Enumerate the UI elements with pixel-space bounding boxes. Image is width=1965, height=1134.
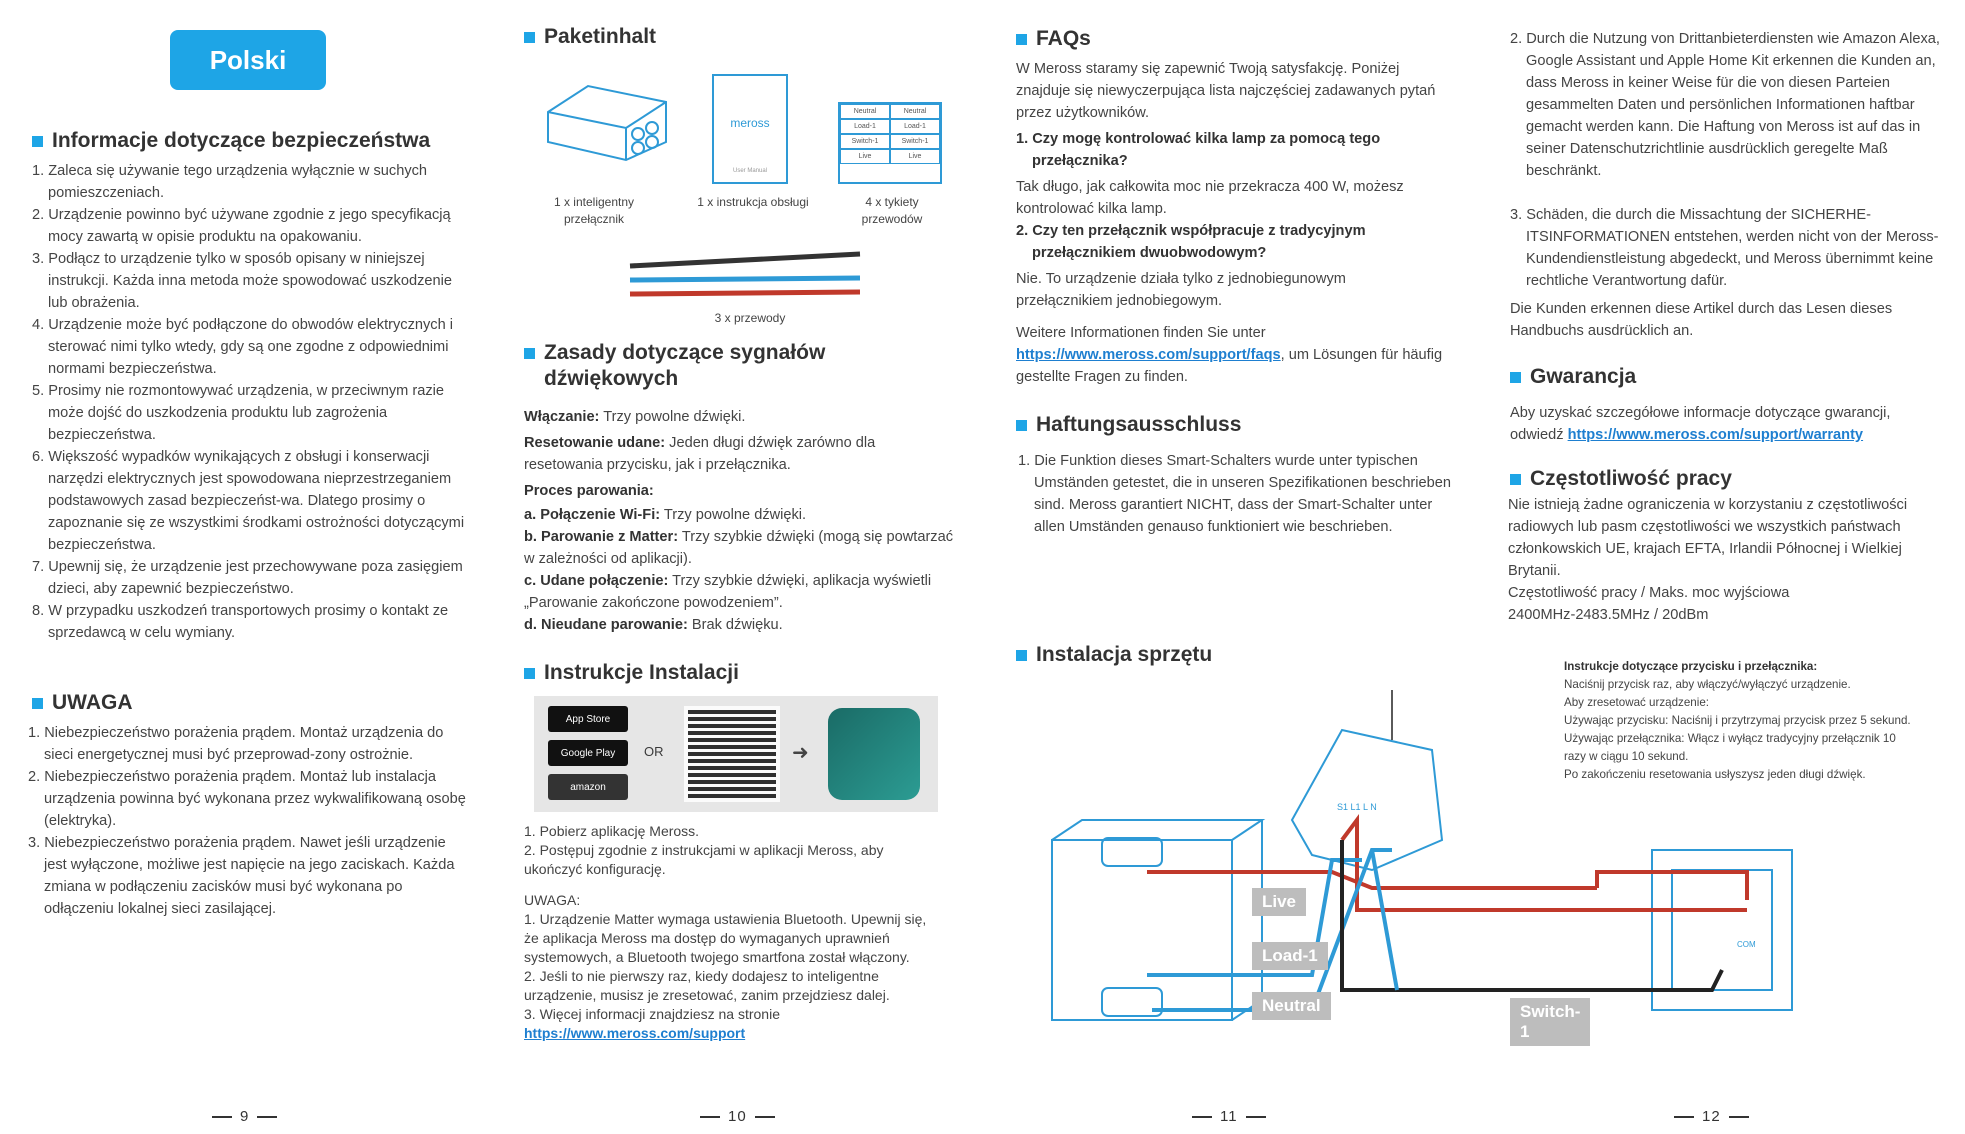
google-play-badge[interactable]: Google Play [548,740,628,766]
manual-subtitle: User Manual [732,168,767,174]
neutral-label: Neutral [1252,992,1331,1020]
or-label: OR [644,744,664,759]
disclaimer-item: 1. Die Funktion dieses Smart-Schalters wurde unter typischen Umständen getestet, die in unseren Spezifikationen beschrieben sind. Meross garantiert NICHT, dass der Smart-Schalter unter allen Umständen genauso funktioniert wie beschrieben. [1018,453,1451,535]
live-label: Live [1252,888,1306,916]
tag-label: Switch-1 [840,134,890,149]
safety-item: 5. Prosimy nie rozmontowywać urządzenia, w przeciwnym razie może dojść do uszkodzenia produktu lub zagrożenia bezpieczeństwa. [32,383,445,443]
rule-value: Trzy szybkie dźwięki (mogą się powtarzać w zależności od aplikacji). [524,529,954,567]
page-12 [1500,0,1945,1134]
meross-app-icon [828,708,920,800]
note-line: Używając przycisku: Naciśnij i przytrzymaj przycisk przez 5 sekund. [1564,714,1911,727]
safety-list [32,160,472,644]
arrow-right-icon: ➜ [792,742,809,764]
warranty-text [1510,402,1946,446]
switch-label: Switch-1 [1510,998,1590,1046]
notes-heading: Instrukcje dotyczące przycisku i przełącznika: [1564,660,1818,673]
note-heading: UWAGA: [524,892,581,908]
package-item-label: 1 x inteligentny przełącznik [553,195,635,226]
faq-answer: Tak długo, jak całkowita moc nie przekracza 400 W, możesz kontrolować kilka lamp. [1016,179,1404,217]
faq-link[interactable]: https://www.meross.com/support/faqs [1016,347,1281,363]
rule-key: c. Udane połączenie: [524,573,669,589]
install-step: 1. Pobierz aplikację Meross. [524,823,700,839]
warning-item: 2. Niebezpieczeństwo porażenia prądem. Montaż lub instalacja urządzenia powinna być wykonana przez wykwalifikowaną osobę (elektryka). [28,769,466,829]
tag-label: Neutral [840,104,890,119]
safety-item: 6. Większość wypadków wynikających z obsługi i konserwacji narzędzi elektrycznych jest spowodowana nieprzestrzeganiem podstawowych zasad bezpieczeńst-wa. Dlatego prosimy o zapoznanie się ze wszystkimi środkami ostrożności dotyczącymi bezpieczeństwa. [32,449,465,553]
safety-item: 4. Urządzenie może być podłączone do obwodów elektrycznych i sterować nimi tylko wtedy, gdy są one zgodne z odpowiednimi normami bezpieczeństwa. [32,317,454,377]
page-number: 12 [1666,1108,1757,1125]
faq-heading: FAQs [1016,26,1091,52]
tag-label: Neutral [890,104,940,119]
safety-item: 1. Zaleca się używanie tego urządzenia wyłącznie w suchych pomieszczeniach. [32,163,428,201]
tag-label: Live [840,149,890,164]
faq-question: 2. Czy ten przełącznik współpracuje z tradycyjnym przełącznikiem dwuobwodowym? [1016,223,1366,261]
warning-list [28,722,470,920]
frequency-text [1508,494,1946,626]
note-item: 3. Więcej informacji znajdziesz na stronie [524,1006,780,1022]
rule-value: Brak dźwięku. [687,617,783,633]
disclaimer-item: 3. Schäden, die durch die Missachtung der SICHERHE-ITSINFORMATIONEN entstehen, werden nicht von der Meross-Kundendienstleistung abgedeckt, und Meross übernimmt keine rechtliche Verantwortung dafür. [1510,207,1939,289]
safety-item: 7. Upewnij się, że urządzenie jest przechowywane poza zasięgiem dzieci, aby zapewnić bezpieczeństwo. [32,559,463,597]
disclaimer-item: 2. Durch die Nutzung von Drittanbieterdiensten wie Amazon Alexa, Google Assistant und Apple Home Kit erkennen die Kunden an, dass Meross in keiner Weise für die von diesen Parteien gesammelten Daten und persönlichen Informationen haftbar gemacht werden kann. Die Haftung von Meross ist auf das in seiner Datenschutzrichtlinie ausdrücklich geregelte Maß beschränkt. [1510,31,1940,179]
disclaimer-end: Die Kunden erkennen diese Artikel durch das Lesen dieses Handbuchs ausdrücklich an. [1510,301,1893,339]
manual-brand: meross [730,116,770,130]
rule-value: Trzy powolne dźwięki. [599,409,746,425]
warning-heading: UWAGA [32,690,133,716]
page-number: 9 [204,1108,285,1125]
package-item-label: 1 x instrukcja obsługi [697,195,809,209]
faq-body [1016,58,1446,388]
qr-code [684,706,780,802]
load-label: Load-1 [1252,942,1328,970]
terminal-labels: S1 L1 L N [1337,802,1377,812]
rule-value: Jeden długi dźwięk zarówno dla resetowania przycisku, jak i przełącznika. [524,435,876,473]
page-number: 10 [692,1108,783,1125]
rule-key: b. Parowanie z Matter: [524,529,679,545]
safety-item: 3. Podłącz to urządzenie tylko w sposób opisany w niniejszej instrukcji. Każda inna metoda może spowodować uszkodzenie lub obrażenia. [32,251,452,311]
tag-label: Load-1 [890,119,940,134]
hardware-heading: Instalacja sprzętu [1016,642,1212,668]
faq-question: 1. Czy mogę kontrolować kilka lamp za pomocą tego przełącznika? [1016,131,1381,169]
faq-answer: Nie. To urządzenie działa tylko z jednobiegunowym przełącznikiem jednobiegowym. [1016,271,1346,309]
rule-key: Resetowanie udane: [524,435,666,451]
rule-key: d. Nieudane parowanie: [524,617,688,633]
warning-item: 1. Niebezpieczeństwo porażenia prądem. Montaż urządzenia do sieci energetycznej musi być przeprowad-zony ostrożnie. [28,725,444,763]
warranty-body: Aby uzyskać szczegółowe informacje dotyczące gwarancji, odwiedź [1510,405,1891,443]
warranty-heading: Gwarancja [1510,364,1636,390]
note-item: 1. Urządzenie Matter wymaga ustawienia Bluetooth. Upewnij się, że aplikacja Meross ma dostęp do wymaganych uprawnień systemowych, a Bluetooth twojego smartfona został włączony. [524,911,927,965]
frequency-heading: Częstotliwość pracy [1510,466,1732,492]
safety-heading: Informacje dotyczące bezpieczeństwa [32,128,472,154]
install-step: 2. Postępuj zgodnie z instrukcjami w aplikacji Meross, aby ukończyć konfigurację. [524,842,884,877]
page-number: 11 [1184,1108,1274,1125]
package-item-label: 4 x tykiety przewodów [861,195,923,226]
faq-intro: W Meross staramy się zapewnić Twoją satysfakcję. Poniżej znajduje się niewyczerpująca lista najczęściej zadawanych pytań przez użytkowników. [1016,61,1436,121]
frequency-body: Nie istnieją żadne ograniczenia w korzystaniu z częstotliwości radiowych lub pasm częstotliwości we wszystkich państwach członkowskich UE, krajach EFTA, Irlandii Północnej i Wielkiej Brytanii. [1508,497,1908,579]
install-heading: Instrukcje Instalacji [524,660,739,686]
faq-more: , um Lösungen für häufig gestellte Fragen zu finden. [1016,347,1443,385]
install-steps [524,822,944,1043]
amazon-badge[interactable]: amazon [548,774,628,800]
package-heading: Paketinhalt [524,24,656,50]
support-link[interactable]: https://www.meross.com/support [524,1025,746,1041]
warranty-link[interactable]: https://www.meross.com/support/warranty [1567,427,1864,443]
page-9 [28,0,468,1134]
safety-item: 8. W przypadku uszkodzeń transportowych prosimy o kontakt ze sprzedawcą w celu wymiany. [32,603,449,641]
pairing-heading: Proces parowania: [524,483,654,499]
rule-key: Włączanie: [524,409,600,425]
switch-device-illustration [538,72,678,162]
faq-more: Weitere Informationen finden Sie unter [1016,325,1266,341]
manual-illustration [712,74,788,184]
app-download-panel [534,696,938,812]
wire-tags-illustration [838,102,942,184]
rule-value: Trzy powolne dźwięki. [660,507,807,523]
safety-item: 2. Urządzenie powinno być używane zgodnie z jego specyfikacją mocy zawartą w opisie produktu na opakowaniu. [32,207,451,245]
sound-heading: Zasady dotyczące sygnałów dźwiękowych [524,340,904,392]
note-item: 2. Jeśli to nie pierwszy raz, kiedy dodajesz to inteligentne urządzenie, musisz je zresetować, zanim przejdziesz dalej. [524,968,890,1003]
tag-label: Load-1 [840,119,890,134]
note-line: Używając przełącznika: Włącz i wyłącz tradycyjny przełącznik 10 razy w ciągu 10 sekund. [1564,732,1896,763]
app-store-badge[interactable]: App Store [548,706,628,732]
com-label: COM [1737,940,1756,949]
page-10 [520,0,954,1134]
note-line: Naciśnij przycisk raz, aby włączyć/wyłączyć urządzenie. [1564,678,1851,691]
wires-illustration [620,244,870,304]
wires-caption: 3 x przewody [714,311,786,325]
tag-label: Live [890,149,940,164]
sound-rules [524,406,954,636]
warning-item: 3. Niebezpieczeństwo porażenia prądem. Nawet jeśli urządzenie jest wyłączone, możliwe jest napięcie na jego zaciskach. Każda zmiana w podłączeniu zacisków musi być wykonana po odłączeniu lokalnej sieci zasilającej. [28,835,455,917]
frequency-label: Częstotliwość pracy / Maks. moc wyjściowa [1508,585,1790,601]
rule-value: Trzy szybkie dźwięki, aplikacja wyświetli „Parowanie zakończone powodzeniem”. [524,573,932,611]
note-line: Aby zresetować urządzenie: [1564,696,1709,709]
rule-key: a. Połączenie Wi-Fi: [524,507,661,523]
tag-label: Switch-1 [890,134,940,149]
disclaimer-heading: Haftungsausschluss [1016,412,1241,438]
note-line: Po zakończeniu resetowania usłyszysz jeden długi dźwięk. [1564,768,1866,781]
language-badge: Polski [170,30,326,90]
frequency-value: 2400MHz-2483.5MHz / 20dBm [1508,607,1709,623]
